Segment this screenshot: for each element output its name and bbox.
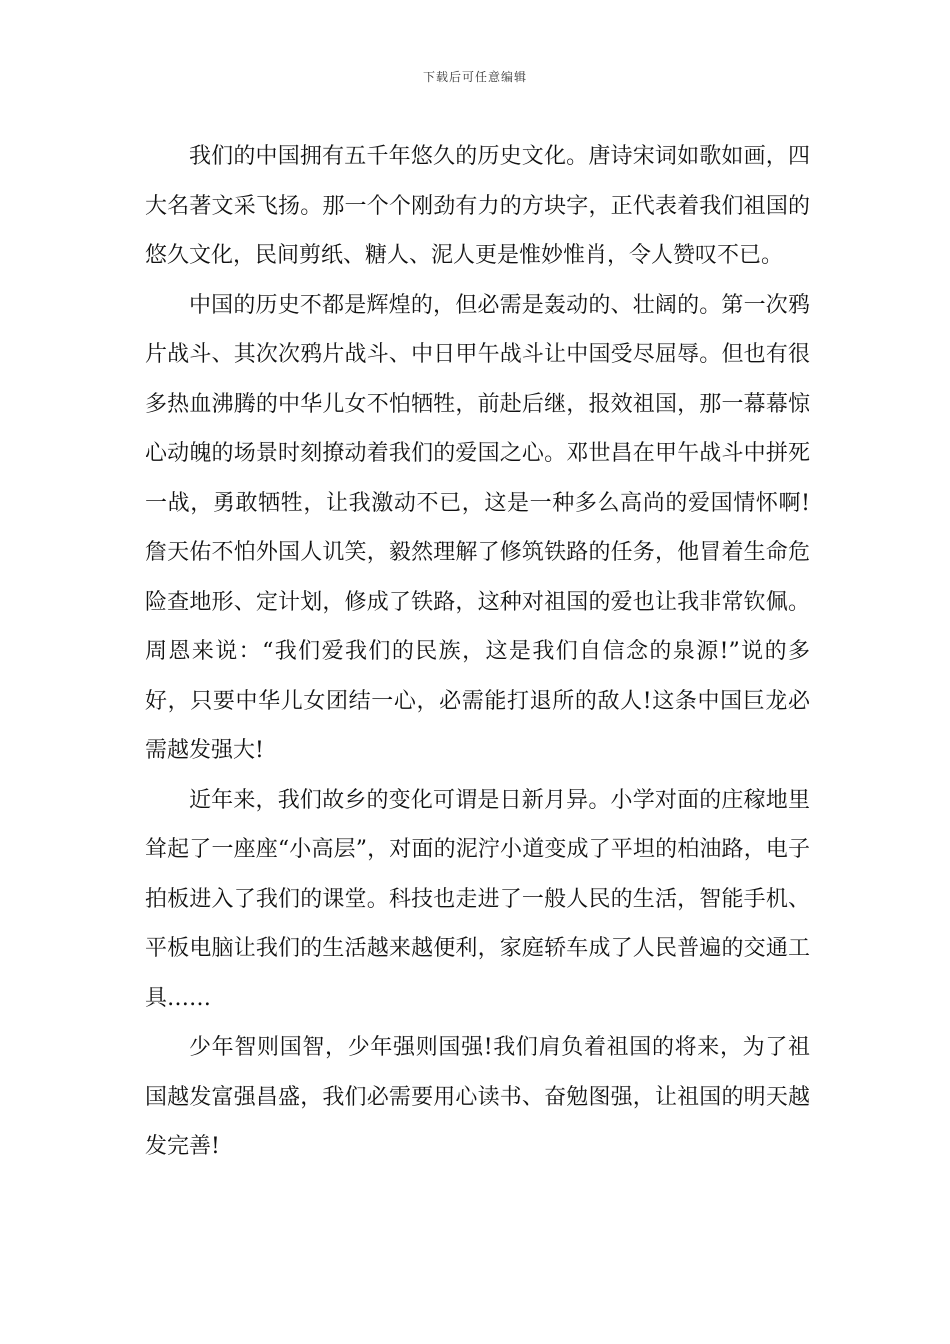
paragraph-2: 中国的历史不都是辉煌的，但必需是轰动的、壮阔的。第一次鸦片战斗、其次次鸦片战斗、中日甲午战斗让中国受尽屈辱。但也有很多热血沸腾的中华儿女不怕牺牲，前赴后继，报效祖国，那一幕幕惊心动魄的场景时刻撩动着我们的爱国之心。邓世昌在甲午战斗中拼死一战，勇敢牺牲，让我激动不已，这是一种多么高尚的爱国情怀啊!詹天佑不怕外国人讥笑，毅然理解了修筑铁路的任务，他冒着生命危险查地形、定计划，修成了铁路，这种对祖国的爱也让我非常钦佩。周恩来说：“我们爱我们的民族，这是我们自信念的泉源!”说的多好，只要中华儿女团结一心，必需能打退所的敌人!这条中国巨龙必需越发强大!	[145, 292, 810, 763]
paragraph-3: 近年来，我们故乡的变化可谓是日新月异。小学对面的庄稼地里耸起了一座座“小高层”，对面的泥泞小道变成了平坦的柏油路，电子拍板进入了我们的课堂。科技也走进了一般人民的生活，智能手机、平板电脑让我们的生活越来越便利，家庭轿车成了人民普遍的交通工具……	[145, 787, 810, 1011]
document-body	[145, 132, 810, 1172]
paragraph-1: 我们的中国拥有五千年悠久的历史文化。唐诗宋词如歌如画，四大名著文采飞扬。那一个个刚劲有力的方块字，正代表着我们祖国的悠久文化，民间剪纸、糖人、泥人更是惟妙惟肖，令人赞叹不已。	[145, 144, 810, 268]
paragraph-4: 少年智则国智，少年强则国强!我们肩负着祖国的将来，为了祖国越发富强昌盛，我们必需要用心读书、奋勉图强，让祖国的明天越发完善!	[145, 1035, 810, 1159]
page-header: 下载后可任意编辑	[422, 70, 527, 84]
